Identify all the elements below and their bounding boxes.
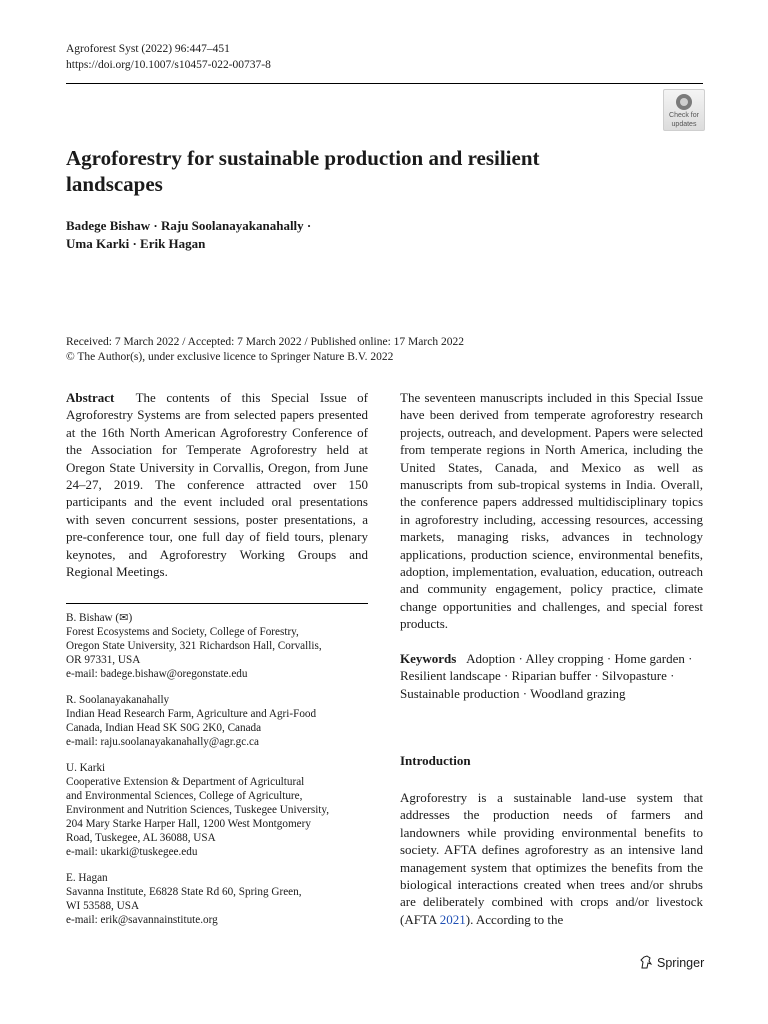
- publication-dates: Received: 7 March 2022 / Accepted: 7 March 2022 / Published online: 17 March 2022: [66, 336, 464, 348]
- doi-link[interactable]: https://doi.org/10.1007/s10457-022-00737-8: [66, 59, 271, 71]
- keywords: [400, 650, 703, 702]
- publisher-footer: [639, 954, 704, 972]
- affiliation-email[interactable]: e-mail: ukarki@tuskegee.edu: [66, 846, 198, 858]
- affiliations: [66, 611, 368, 939]
- authors-line-1: Badege Bishaw · Raju Soolanayakanahally ·: [66, 218, 312, 233]
- affiliation-line: Environment and Nutrition Sciences, Tuskegee University,: [66, 804, 330, 816]
- affiliation-line: Oregon State University, 321 Richardson Hall, Corvallis,: [66, 640, 322, 652]
- affiliation-line: Savanna Institute, E6828 State Rd 60, Spring Green,: [66, 886, 302, 898]
- copyright-notice: © The Author(s), under exclusive licence to Springer Nature B.V. 2022: [66, 351, 394, 363]
- introduction-heading: Introduction: [400, 753, 471, 768]
- crossmark-icon: [676, 94, 692, 110]
- crossmark-label-1: Check for: [669, 112, 699, 119]
- affiliation-soolanayakanahally: [66, 693, 368, 749]
- affiliation-author: E. Hagan: [66, 872, 108, 884]
- keywords-list: Adoption · Alley cropping · Home garden · Resilient landscape · Riparian buffer · Silvopasture · Sustainable production · Woodland grazing: [400, 651, 693, 701]
- affiliation-line: Cooperative Extension & Department of Agricultural: [66, 776, 305, 788]
- abstract: [66, 389, 368, 580]
- affiliation-divider: [66, 603, 368, 604]
- article-history: [66, 335, 706, 365]
- publisher-name: Springer: [657, 956, 705, 970]
- affiliation-line: OR 97331, USA: [66, 654, 141, 666]
- affiliation-author: U. Karki: [66, 762, 106, 774]
- affiliation-line: and Environmental Sciences, College of Agriculture,: [66, 790, 303, 802]
- intro-body: Agroforestry is a sustainable land-use system that addresses the production needs of farmers and landowners while providing environmental benefits to society. AFTA defines agroforestry as an intensive land management system that optimizes the benefits from the biological interactions created when trees and/or shrubs are deliberately combined with crops and/or livestock (AFTA: [400, 790, 703, 927]
- keywords-label: Keywords: [400, 651, 457, 666]
- affiliation-line: Canada, Indian Head SK S0G 2K0, Canada: [66, 722, 262, 734]
- affiliation-line: Road, Tuskegee, AL 36088, USA: [66, 832, 216, 844]
- springer-horse-icon: [639, 955, 653, 969]
- affiliation-line: WI 53588, USA: [66, 900, 140, 912]
- crossmark-label-2: updates: [671, 121, 697, 128]
- affiliation-line: 204 Mary Starke Harper Hall, 1200 West Montgomery: [66, 818, 311, 830]
- author-list: [66, 217, 466, 253]
- affiliation-hagan: [66, 871, 368, 927]
- affiliation-karki: [66, 761, 368, 859]
- authors-line-2: Uma Karki · Erik Hagan: [66, 236, 206, 251]
- affiliation-email[interactable]: e-mail: erik@savannainstitute.org: [66, 914, 218, 926]
- affiliation-author: B. Bishaw (✉): [66, 612, 133, 624]
- abstract-text: The contents of this Special Issue of Agroforestry Systems are from selected papers presented at the 16th North American Agroforestry Conference of the Association for Temperate Agroforestry held at Oregon State University in Corvallis, Oregon, from June 24–27, 2019. The conference attracted over 150 participants and the event included oral presentations with seven concurrent sessions, poster presentations, a pre-conference tour, one full day of field tours, plenary keynotes, and Agroforestry Working Groups and Regional Meetings.: [66, 390, 368, 580]
- abstract-continuation: The seventeen manuscripts included in this Special Issue have been derived from temperate agroforestry research projects, outreach, and development. Papers were selected from temperate regions in North America, including the United States, Canada, and Mexico as well as manuscripts from sub-tropical systems in India. Overall, the conference papers addressed multidisciplinary topics in agroforestry including, accessing resources, accessing markets, managing risks, advances in technology applications, production science, environmental benefits, adoption, implementation, evaluation, education, outreach and community engagement, policy practice, climate change opportunities and challenges, and special forest products.: [400, 390, 703, 632]
- citation-link[interactable]: 2021: [439, 911, 466, 927]
- header-divider: [66, 83, 703, 84]
- abstract-label: Abstract: [66, 390, 115, 405]
- affiliation-email[interactable]: e-mail: badege.bishaw@oregonstate.edu: [66, 668, 248, 680]
- journal-citation: Agroforest Syst (2022) 96:447–451: [66, 43, 230, 55]
- introduction-text: [400, 789, 703, 928]
- check-for-updates-badge[interactable]: [663, 89, 705, 131]
- affiliation-author: R. Soolanayakanahally: [66, 694, 170, 706]
- intro-body-cont: ). According to the: [465, 911, 564, 927]
- affiliation-line: Indian Head Research Farm, Agriculture and Agri-Food: [66, 708, 317, 720]
- article-title: Agroforestry for sustainable production and resilient landscapes: [66, 146, 540, 196]
- affiliation-bishaw: [66, 611, 368, 681]
- affiliation-line: Forest Ecosystems and Society, College of Forestry,: [66, 626, 299, 638]
- affiliation-email[interactable]: e-mail: raju.soolanayakanahally@agr.gc.ca: [66, 736, 259, 748]
